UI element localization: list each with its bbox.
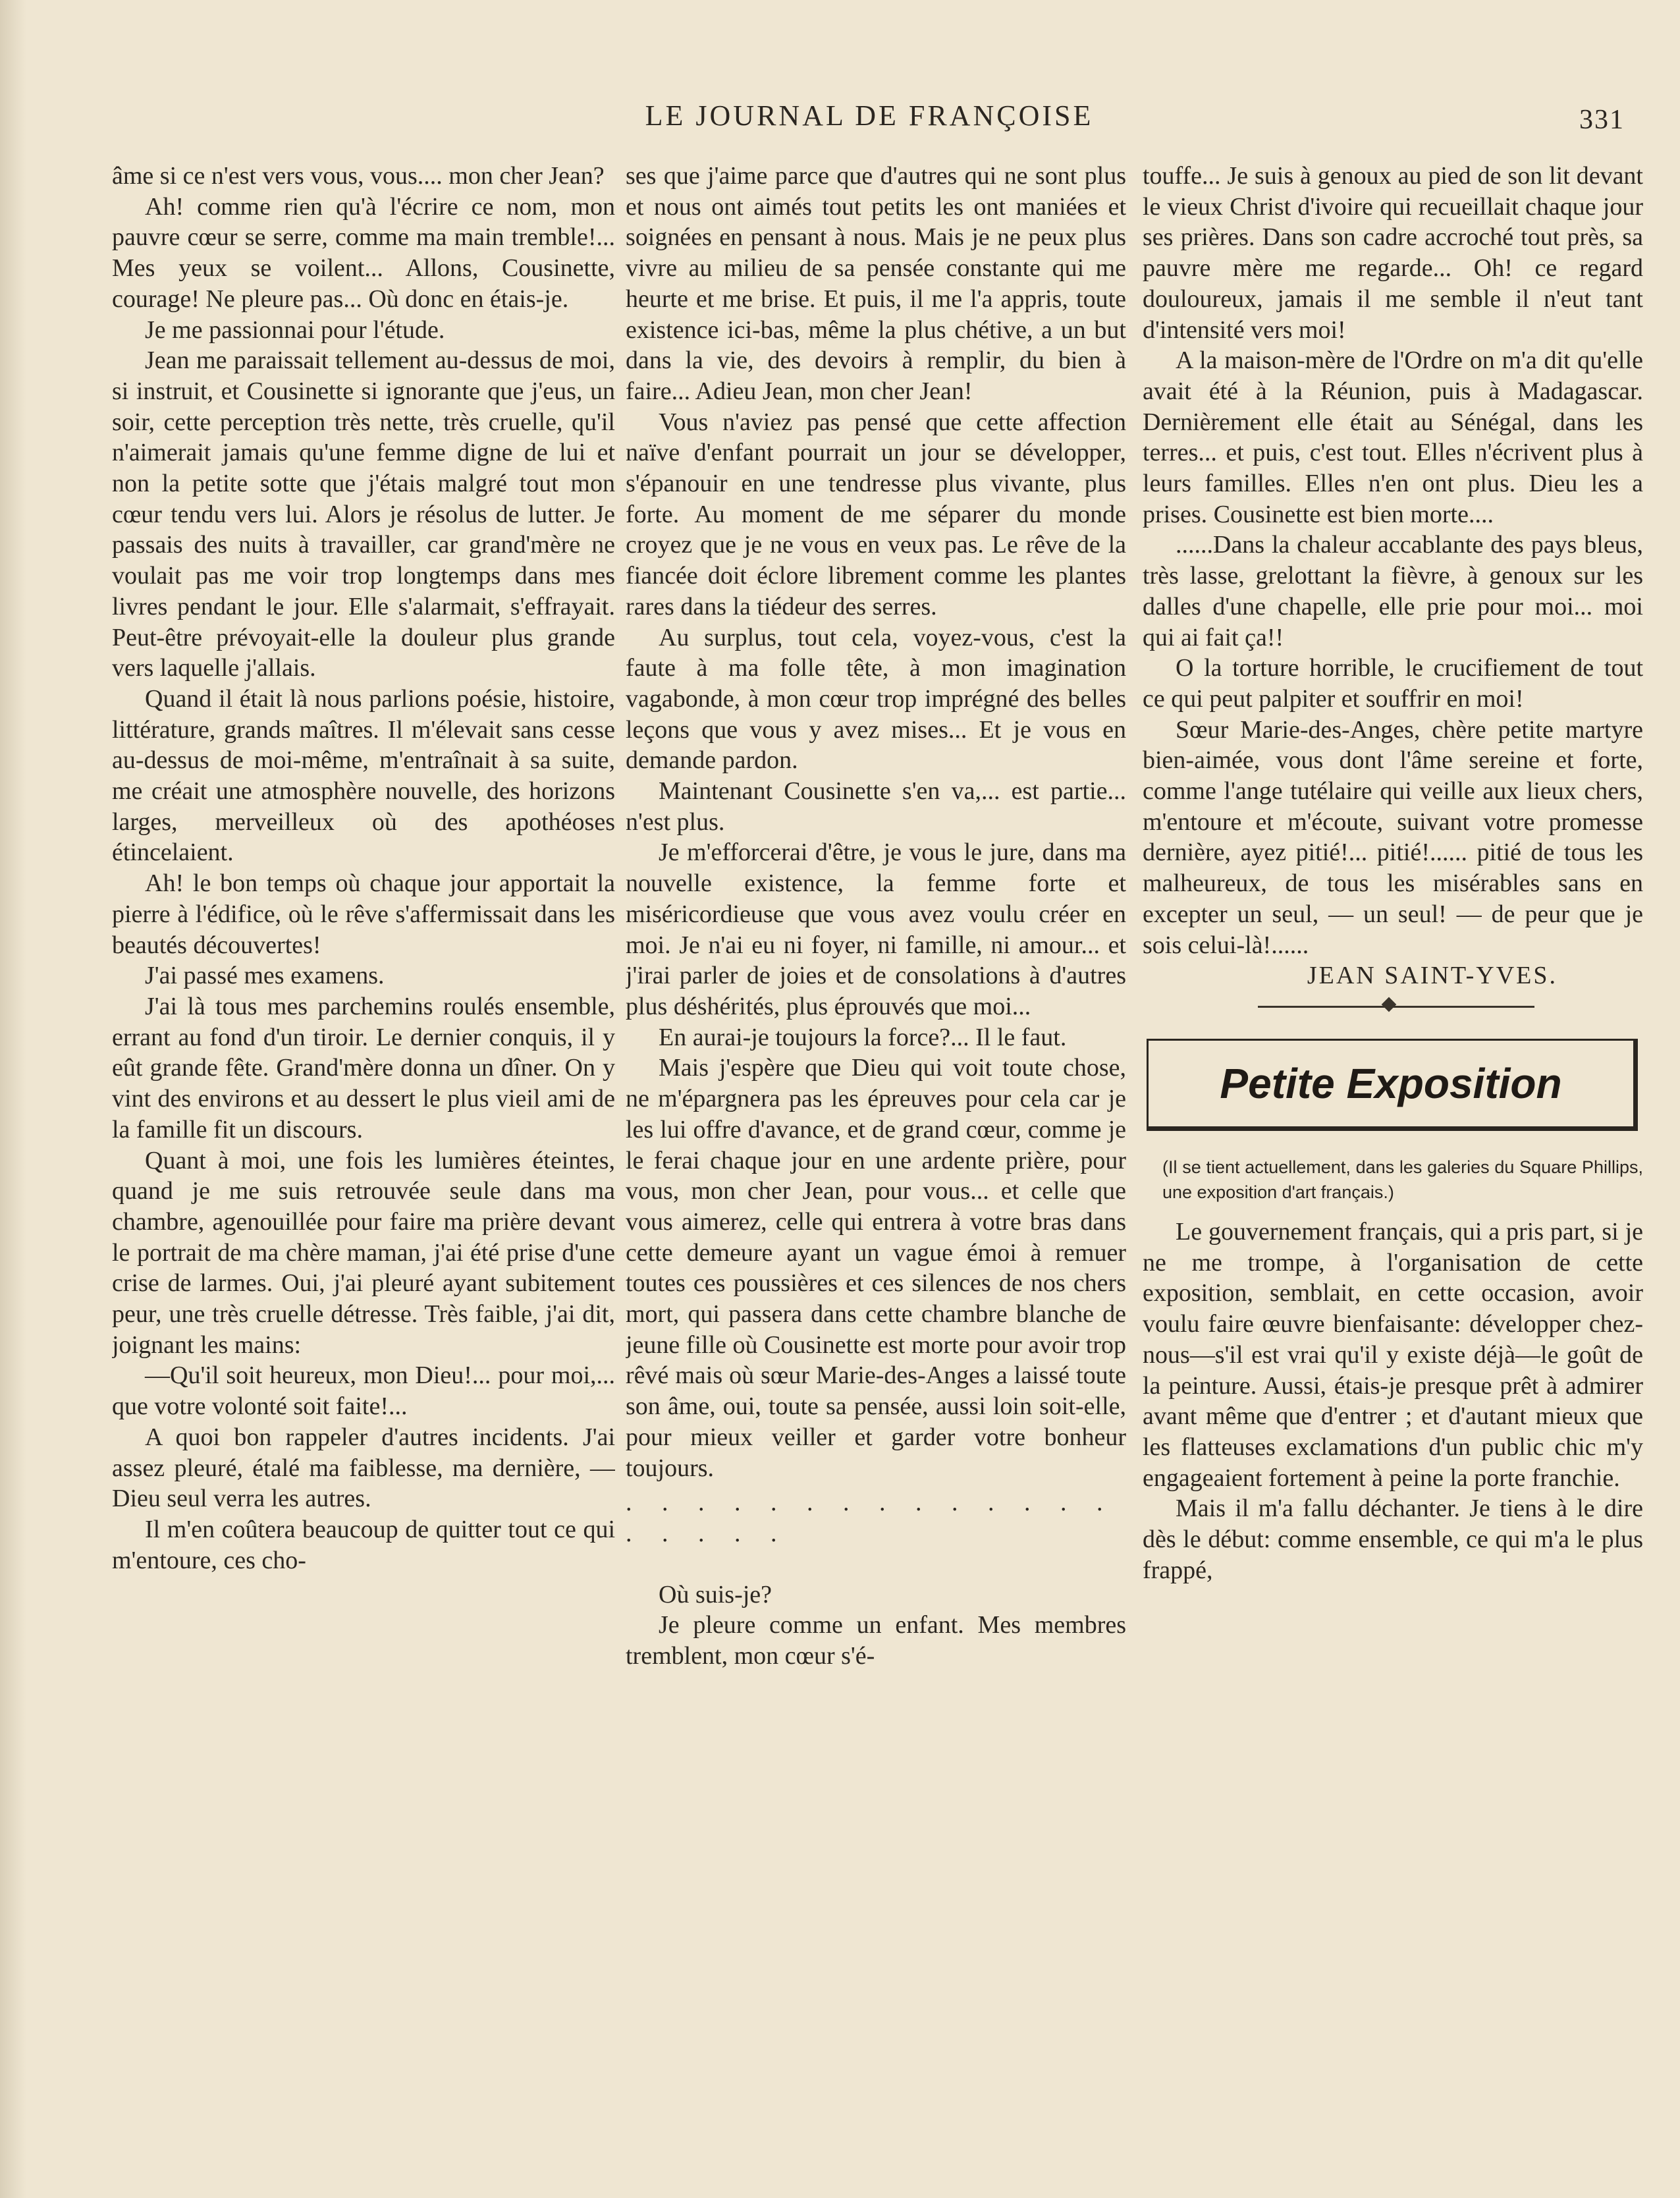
- column-2: [626, 161, 1126, 2170]
- paragraph: Où suis-je?: [659, 1580, 772, 1608]
- author-signature: JEAN SAINT-YVES.: [1307, 962, 1558, 990]
- paragraph: Je me passionnai pour l'étude.: [145, 316, 445, 344]
- paragraph: Sœur Marie-des-Anges, chère petite martyre bien-aimée, vous dont l'âme sereine et forte, comme l'ange tutélaire qui veille aux lieux chers, m'entoure et m'écoute, suivant votre promesse dernière, ayez pitié!... pitié!...... pitié de tous les malheureux, de tous les misérables sans en excepter un seul, — un seul! — de peur que je sois celui-là!......: [1143, 715, 1643, 959]
- paragraph: En aurai-je toujours la force?... Il le faut.: [659, 1023, 1067, 1051]
- paragraph: —Qu'il soit heureux, mon Dieu!... pour moi,... que votre volonté soit faite!...: [112, 1361, 615, 1421]
- section-note: (Il se tient actuellement, dans les galeries du Square Phillips, une exposition d'art français.): [1162, 1157, 1643, 1202]
- paragraph: Au surplus, tout cela, voyez-vous, c'est la faute à ma folle tête, à mon imagination vagabonde, à mon cœur trop imprégné des belles leçons que vous y avez mises... Et je vous en demande pardon.: [626, 623, 1126, 775]
- paragraph: Ah! comme rien qu'à l'écrire ce nom, mon pauvre cœur se serre, comme ma main tremble!... Mes yeux se voilent... Allons, Cousinette, courage! Ne pleure pas... Où donc en étais-je.: [112, 192, 615, 313]
- column-3: [1143, 161, 1643, 2170]
- paragraph: Mais il m'a fallu déchanter. Je tiens à le dire dès le début: comme ensemble, ce qui m'a le plus frappé,: [1143, 1495, 1643, 1584]
- diamond-ornament-icon: [1382, 997, 1397, 1012]
- ornament-divider: [1143, 991, 1643, 1022]
- paragraph: touffe... Je suis à genoux au pied de son lit devant le vieux Christ d'ivoire qui recueillait chaque jour ses prières. Dans son cadre accroché tout près, sa pauvre mère me regarde... Oh! ce regard douloureux, jamais il me semble il n'eut tant d'intensité vers moi!: [1143, 162, 1643, 344]
- paragraph: Quant à moi, une fois les lumières éteintes, quand je me suis retrouvée seule dans ma chambre, agenouillée pour faire ma prière devant le portrait de ma chère maman, j'ai été prise d'une crise de larmes. Oui, j'ai pleuré ayant subitement peur, une très cruelle détresse. Très faible, j'ai dit, joignant les mains:: [112, 1146, 615, 1359]
- paragraph: Le gouvernement français, qui a pris part, si je ne me trompe, à l'organisation de cette exposition, semblait, en cette occasion, avoir voulu faire œuvre bienfaisante: développer chez-nous—s'il est vrai qu'il y existe déjà—le goût de la peinture. Aussi, étais-je presque prêt à admirer avant même que d'entrer ; et d'autant mieux que les flatteuses exclamations d'un public chic m'y engageaient fortement à peine la porte franchie.: [1143, 1217, 1643, 1492]
- page-number: 331: [1579, 105, 1625, 135]
- column-1: [112, 161, 615, 2170]
- paragraph: O la torture horrible, le crucifiement de tout ce qui peut palpiter et souffrir en moi!: [1143, 654, 1643, 713]
- paragraph: Quand il était là nous parlions poésie, histoire, littérature, grands maîtres. Il m'élevait sans cesse au-dessus de moi-même, m'entraînait à sa suite, me créait une atmosphère nouvelle, des horizons larges, merveilleux où des apothéoses étincelaient.: [112, 684, 615, 867]
- paragraph: J'ai là tous mes parchemins roulés ensemble, errant au fond d'un tiroir. Le dernier conquis, il y eût grande fête. Grand'mère donna un dîner. On y vint des environs et au dessert le plus vieil ami de la famille fit un discours.: [112, 992, 615, 1143]
- running-title: LE JOURNAL DE FRANÇOISE: [645, 99, 1094, 132]
- paragraph: Mais j'espère que Dieu qui voit toute chose, ne m'épargnera pas les épreuves pour cela car je les lui offre d'avance, et de grand cœur, comme je le ferai chaque jour en une ardente prière, pour vous, mon cher Jean, pour vous... et celle que vous aimerez, celle qui entrera à votre bras dans cette demeure ayant un vague émoi à remuer toutes ces poussières et ces silences de nos chers mort, qui passera dans cette chambre blanche de jeune fille où Cousinette est morte pour avoir trop rêvé mais où sœur Marie-des-Anges a laissé toute son âme, oui, toute sa pensée, aussi loin soit-elle, pour mieux veiller et garder votre bonheur toujours.: [626, 1054, 1126, 1482]
- paragraph: Maintenant Cousinette s'en va,... est partie... n'est plus.: [626, 777, 1126, 836]
- paragraph: Il m'en coûtera beaucoup de quitter tout ce qui m'entoure, ces cho-: [112, 1515, 615, 1574]
- paragraph: A quoi bon rappeler d'autres incidents. J'ai assez pleuré, étalé ma faiblesse, ma dernière, — Dieu seul verra les autres.: [112, 1423, 615, 1513]
- paragraph: Je pleure comme un enfant. Mes membres tremblent, mon cœur s'é-: [626, 1611, 1126, 1670]
- dotted-separator: . . . . . . . . . . . . . . . . . . .: [626, 1489, 1115, 1547]
- paragraph: Vous n'aviez pas pensé que cette affection naïve d'enfant pourrait un jour se développer, s'épanouir en une tendresse plus vivante, plus forte. Au moment de me séparer du monde croyez que je ne vous en veux pas. Le rêve de la fiancée doit éclore librement comme les plantes rares dans la tiédeur des serres.: [626, 408, 1126, 620]
- section-title-box: [1147, 1039, 1638, 1131]
- section-title: Petite Exposition: [1220, 1059, 1562, 1107]
- paragraph: ses que j'aime parce que d'autres qui ne sont plus et nous ont aimés tout petits les ont maniées et soignées en pensant à nous. Mais je ne peux plus vivre au milieu de sa pensée constante qui me heurte et me brise. Et puis, il me l'a appris, toute existence ici-bas, même la plus chétive, a un but dans la vie, des devoirs à remplir, du bien à faire... Adieu Jean, mon cher Jean!: [626, 162, 1126, 405]
- paragraph: J'ai passé mes examens.: [145, 962, 385, 990]
- paragraph: Jean me paraissait tellement au-dessus de moi, si instruit, et Cousinette si ignorante que j'eus, un soir, cette perception très nette, très cruelle, qu'il n'aimerait jamais qu'une femme digne de lui et non la petite sotte que j'étais malgré tout mon cœur tendu vers lui. Alors je résolus de lutter. Je passais des nuits à travailler, car grand'mère ne voulait pas me voir trop longtemps dans mes livres pendant le jour. Elle s'alarmait, s'effrayait. Peut-être prévoyait-elle la douleur plus grande vers laquelle j'allais.: [112, 346, 615, 682]
- paragraph: A la maison-mère de l'Ordre on m'a dit qu'elle avait été à la Réunion, puis à Madagascar. Dernièrement elle était au Sénégal, dans les terres... et puis, c'est tout. Elles n'écrivent plus à leurs familles. Elles n'en ont plus. Dieu les a prises. Cousinette est bien morte....: [1143, 346, 1643, 528]
- paragraph: ......Dans la chaleur accablante des pays bleus, très lasse, grelottant la fièvre, à genoux sur les dalles d'une chapelle, elle prie pour moi... moi qui ai fait ça!!: [1143, 531, 1643, 651]
- paragraph: âme si ce n'est vers vous, vous.... mon cher Jean?: [112, 162, 605, 190]
- paragraph: Ah! le bon temps où chaque jour apportait la pierre à l'édifice, où le rêve s'affermissait dans les beautés découvertes!: [112, 869, 615, 959]
- paragraph: Je m'efforcerai d'être, je vous le jure, dans ma nouvelle existence, la femme forte et miséricordieuse que vous avez voulu créer en moi. Je n'ai eu ni foyer, ni famille, ni amour... et j'irai parler de joies et de consolations à d'autres plus déshérités, plus éprouvés que moi...: [626, 838, 1126, 1020]
- spacer: [626, 1549, 1126, 1580]
- page-edge-shadow: [0, 0, 26, 2198]
- divider-line: [1258, 1006, 1534, 1008]
